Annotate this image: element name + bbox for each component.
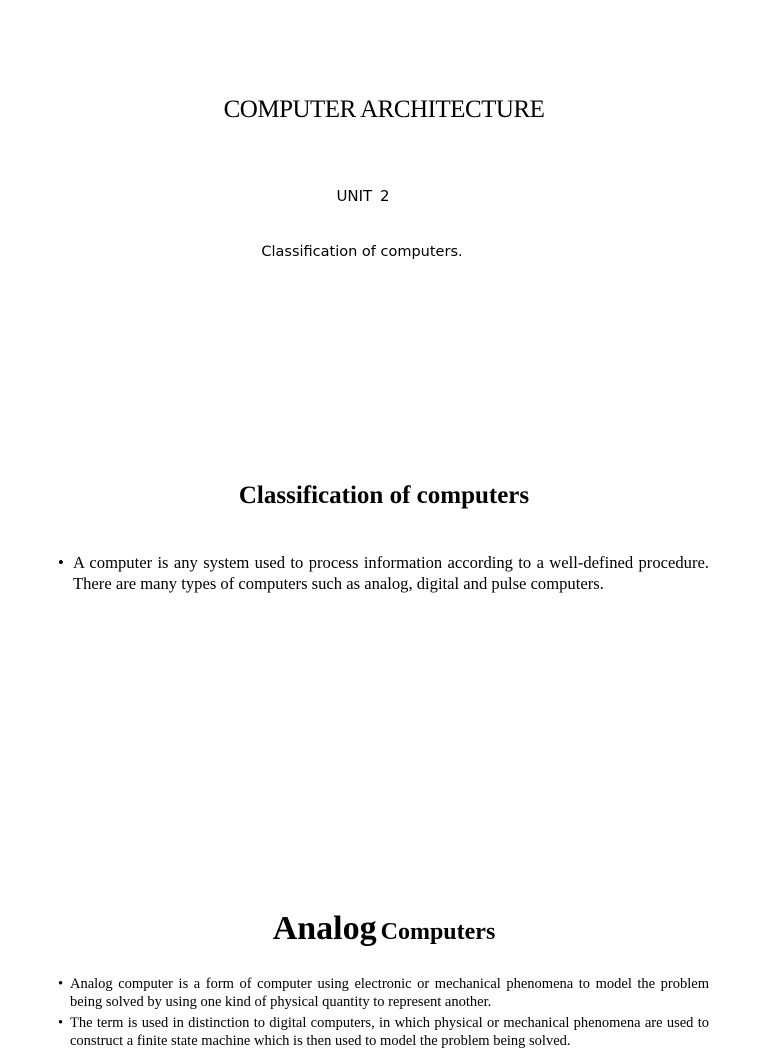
bullet-icon: •: [58, 553, 64, 572]
list-item: [58, 552, 709, 594]
slide-3-title-main: Analog: [272, 910, 377, 947]
slide-1-subtitle: Classification of computers.: [261, 244, 463, 260]
slide-3-bullet-list: [58, 975, 709, 1053]
slide-2-bullet-list: [58, 552, 709, 594]
slide-2-title: Classification of computers: [238, 482, 530, 509]
slide-3-title-rest: Computers: [380, 919, 496, 945]
slide-2: [0, 432, 768, 864]
bullet-text: Analog computer is a form of computer using electronic or mechanical phenomena to model the problem being solved by using one kind of physical quantity to represent another.: [70, 976, 709, 1010]
bullet-text: The term is used in distinction to digital computers, in which physical or mechanical phenomena are used to construct a finite state machine which is then used to model the problem being solved.: [70, 1015, 709, 1049]
slide-3-title: [0, 910, 768, 948]
list-item: [58, 975, 709, 1011]
bullet-icon: •: [58, 1015, 64, 1031]
bullet-icon: •: [58, 976, 64, 992]
slide-1-title: COMPUTER ARCHITECTURE: [223, 96, 545, 123]
slide-1: [0, 0, 768, 432]
bullet-text: A computer is any system used to process information according to a well-defined procedure. There are many types of computers such as analog, digital and pulse computers.: [73, 553, 709, 593]
list-item: [58, 1014, 709, 1050]
slide-3: [0, 864, 768, 1049]
slide-1-unit: UNIT 2: [336, 187, 390, 205]
